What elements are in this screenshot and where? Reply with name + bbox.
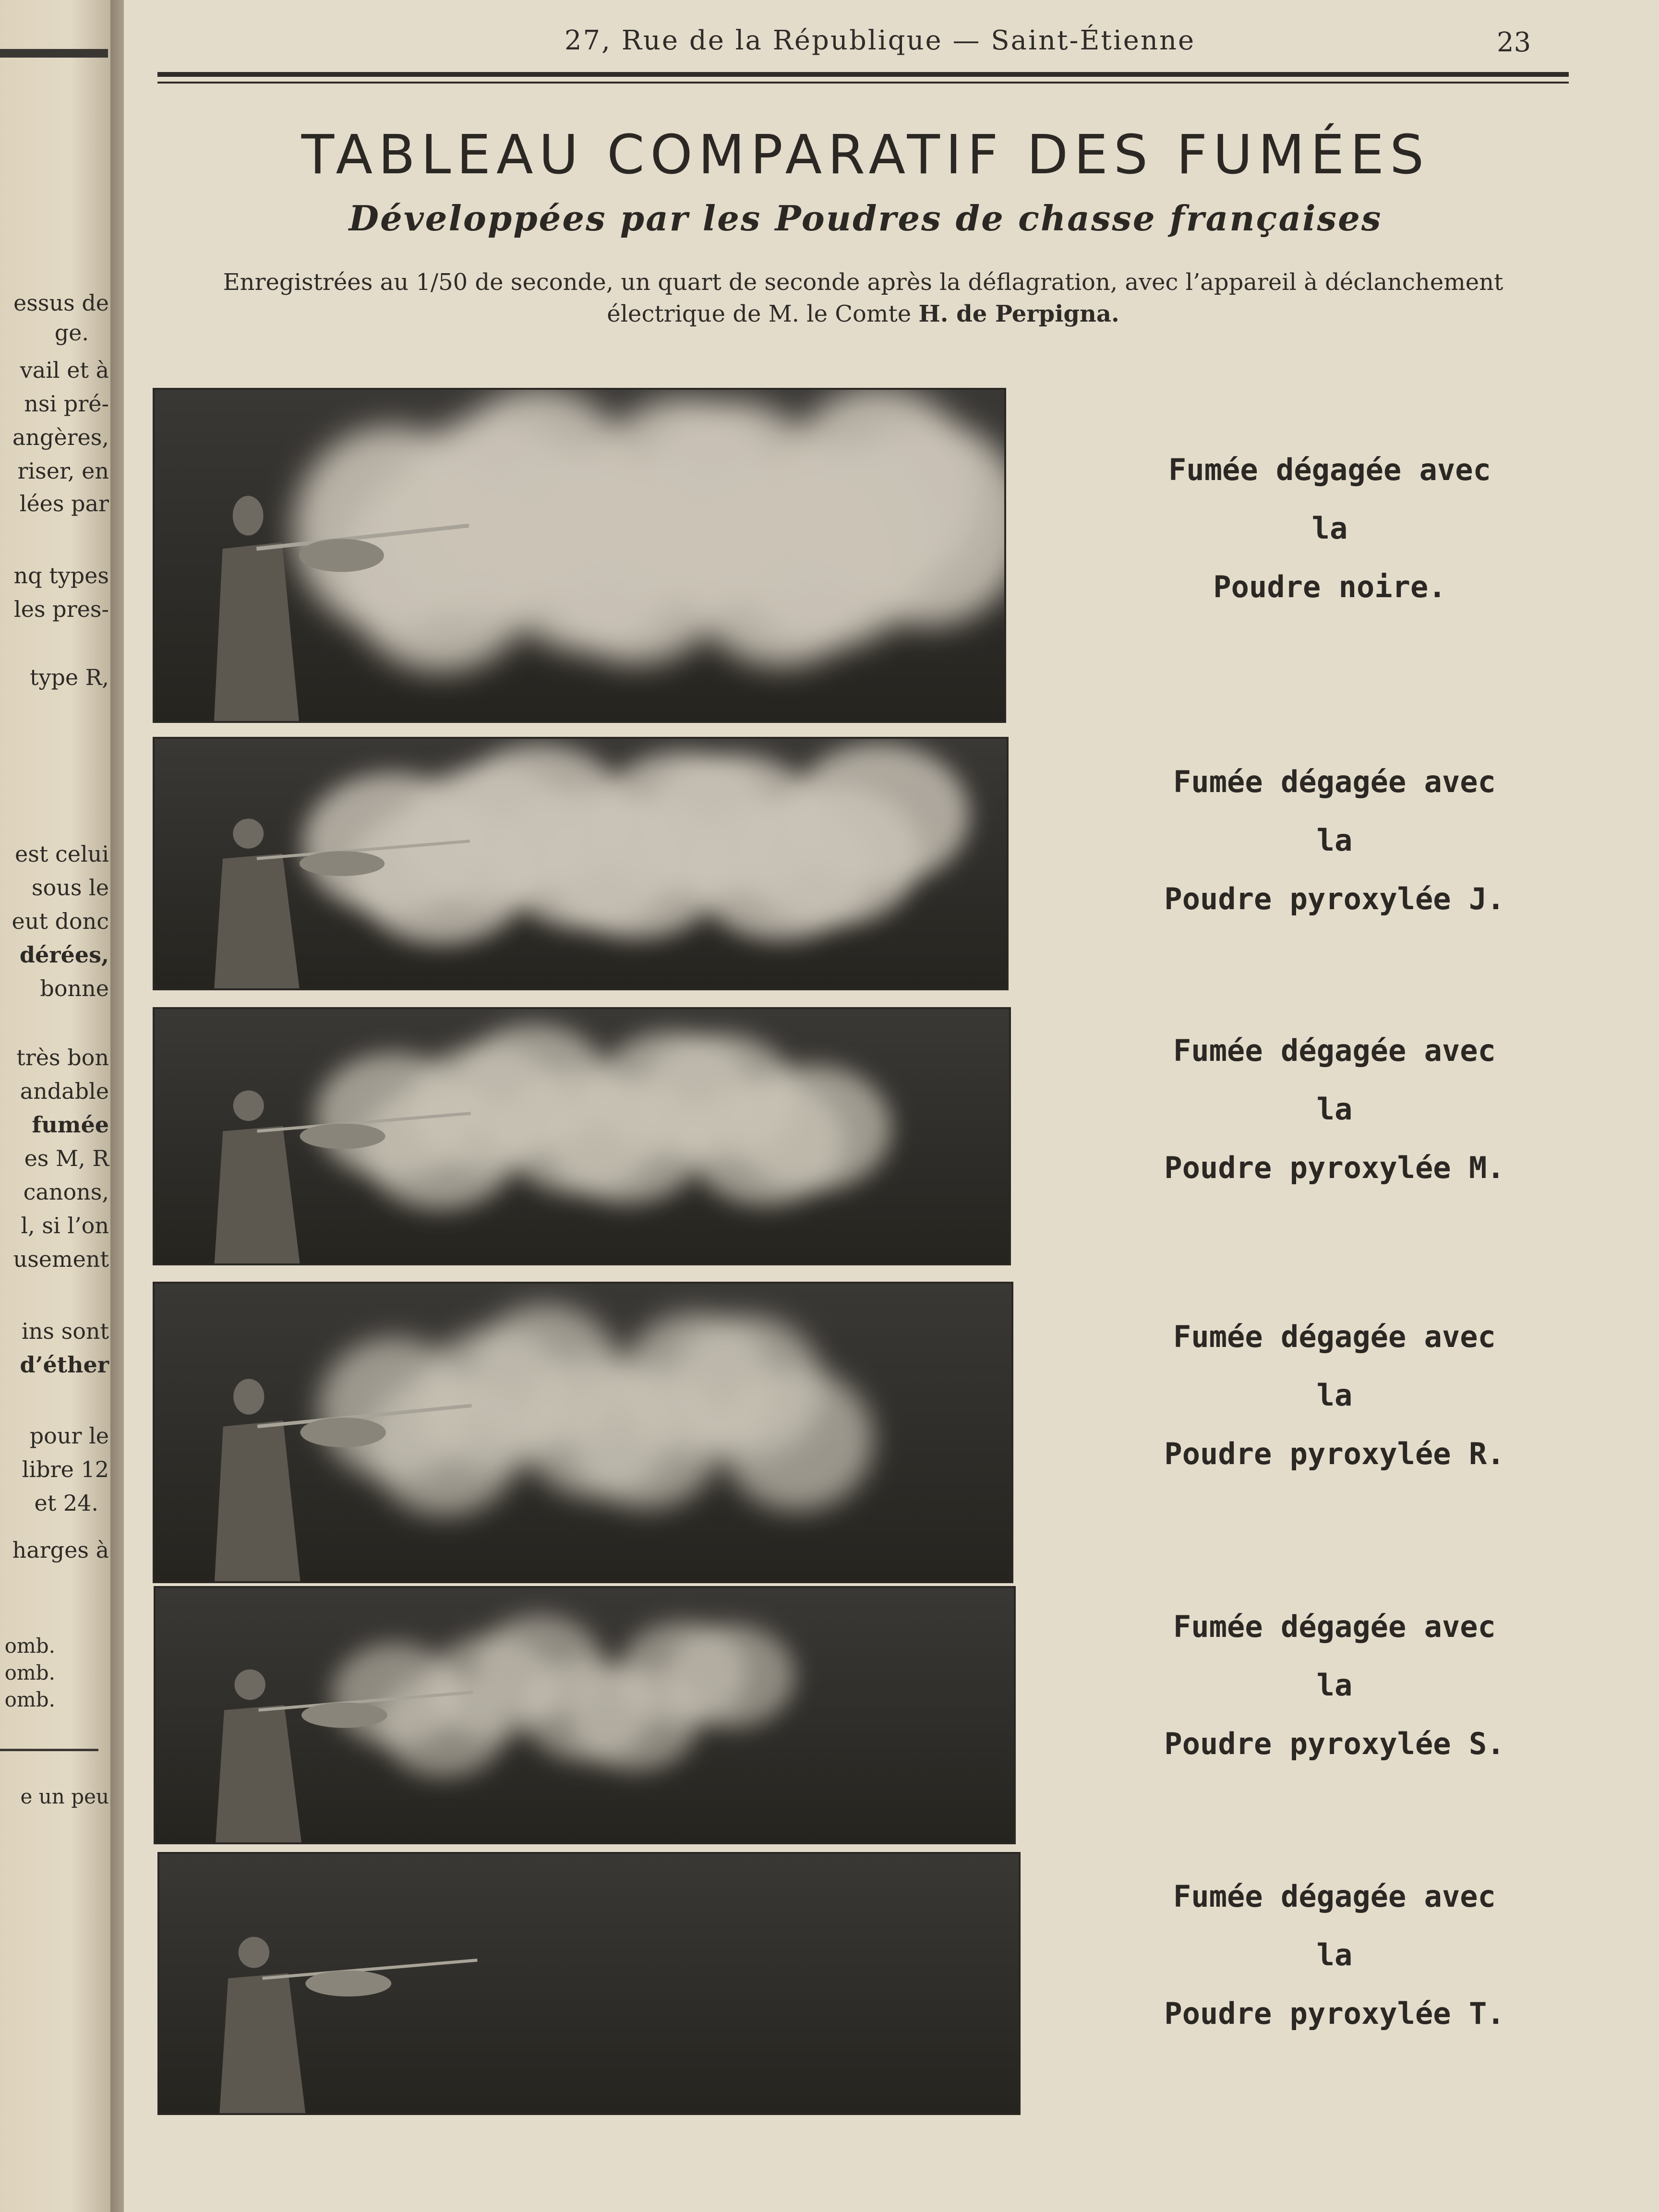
left-page-line: nq types — [13, 563, 109, 589]
smoke-puff — [789, 744, 969, 886]
left-page-line: type R, — [29, 664, 109, 690]
row-caption — [1070, 1022, 1599, 1197]
left-page-line: es M, R — [24, 1145, 109, 1171]
page-number: 23 — [1497, 27, 1531, 58]
left-page-line: andable — [20, 1078, 109, 1104]
shooter-head — [234, 1670, 265, 1700]
shooter-head — [233, 1379, 264, 1414]
left-page-line: sous le — [31, 875, 109, 901]
caption-line-2: la — [1316, 1378, 1353, 1413]
intro-line-1: Enregistrées au 1/50 de seconde, un quart de seconde après la déflagration, avec l’appareil à déclanchement — [223, 269, 1503, 296]
caption-line-2: la — [1316, 823, 1353, 858]
shooter-arm — [300, 1124, 385, 1149]
caption-line-1: Fumée dégagée avec — [1173, 1879, 1496, 1914]
header-rule — [157, 72, 1569, 84]
page-subtitle: Développées par les Poudres de chasse françaises — [349, 198, 1382, 239]
left-page-line: riser, en — [17, 458, 109, 484]
caption-line-1: Fumée dégagée avec — [1168, 452, 1491, 487]
left-page-line: usement — [13, 1246, 109, 1272]
caption-line-1: Fumée dégagée avec — [1173, 764, 1496, 799]
smoke-photo — [153, 388, 1006, 723]
left-page-line: très bon — [16, 1045, 109, 1070]
left-page-line: canons, — [23, 1179, 109, 1205]
left-page-line: lées par — [19, 491, 109, 517]
smoke-photo — [153, 737, 1009, 990]
left-page-line: les pres- — [14, 596, 109, 622]
photo-image — [155, 739, 1007, 988]
smoke-puff — [667, 1624, 794, 1728]
shooter-arm — [305, 1971, 391, 1996]
row-caption — [1070, 753, 1599, 928]
shooter-arm — [299, 539, 384, 572]
photo-image — [159, 1854, 1019, 2113]
left-adjoining-page — [0, 0, 118, 2212]
left-page-line: e un peu — [20, 1785, 109, 1808]
shooter-head — [233, 1091, 264, 1121]
caption-line-1: Fumée dégagée avec — [1173, 1609, 1496, 1644]
photo-image — [155, 1009, 1009, 1263]
left-page-line: eut donc — [12, 908, 109, 934]
shooter-head — [233, 818, 264, 848]
shooter-arm — [300, 1418, 386, 1447]
left-page-line: d’éther — [20, 1352, 109, 1378]
left-page-line: l, si l’on — [21, 1213, 109, 1238]
left-page-line: ins sont — [22, 1318, 109, 1344]
left-page-line: libre 12 — [22, 1456, 109, 1482]
left-page-line: nsi pré- — [24, 391, 109, 417]
left-page-line: omb. — [4, 1634, 55, 1658]
smoke-photo — [157, 1852, 1021, 2115]
caption-powder-name: Poudre pyroxylée J. — [1164, 881, 1505, 916]
left-page-line: pour le — [29, 1423, 109, 1449]
caption-line-2: la — [1316, 1668, 1353, 1703]
shooter-arm — [301, 1703, 387, 1728]
caption-line-1: Fumée dégagée avec — [1173, 1319, 1496, 1354]
left-page-line: est celui — [15, 841, 109, 867]
caption-powder-name: Poudre pyroxylée T. — [1164, 1996, 1505, 2031]
shooter-arm — [300, 851, 385, 876]
running-head: 27, Rue de la République — Saint-Étienne — [564, 25, 1196, 56]
smoke-photo — [153, 1282, 1013, 1583]
left-page-rule — [0, 1749, 98, 1751]
photo-image — [156, 1588, 1014, 1842]
main-page — [124, 0, 1659, 2212]
row-caption — [1070, 1598, 1599, 1773]
caption-line-2: la — [1316, 1092, 1353, 1127]
caption-line-1: Fumée dégagée avec — [1173, 1033, 1496, 1068]
caption-powder-name: Poudre pyroxylée M. — [1164, 1150, 1505, 1185]
intro-text — [167, 266, 1559, 330]
left-page-line: dérées, — [19, 942, 109, 968]
row-caption — [1066, 441, 1594, 616]
left-page-line: fumée — [32, 1112, 109, 1138]
row-caption — [1070, 1308, 1599, 1483]
intro-line-2 — [167, 298, 1559, 330]
author-name: H. de Perpigna. — [918, 301, 1119, 327]
left-page-line: angères, — [12, 424, 109, 450]
photo-image — [155, 1284, 1011, 1581]
photo-image — [155, 390, 1004, 721]
smoke-cloud — [303, 744, 969, 944]
caption-powder-name: Poudre noire. — [1213, 569, 1446, 604]
left-page-line: omb. — [4, 1688, 55, 1711]
smoke-photo — [154, 1586, 1016, 1844]
left-page-line: ge. — [54, 320, 89, 346]
row-caption — [1070, 1867, 1599, 2043]
left-page-line: essus de — [13, 290, 109, 316]
smoke-puff — [721, 1368, 873, 1510]
caption-powder-name: Poudre pyroxylée R. — [1164, 1436, 1505, 1471]
left-page-line: bonne — [40, 975, 109, 1001]
page-title: TABLEAU COMPARATIF DES FUMÉES — [301, 124, 1430, 186]
shooter-head — [233, 496, 264, 536]
intro-line-2-prefix: électrique de M. le Comte — [607, 301, 912, 327]
caption-powder-name: Poudre pyroxylée S. — [1164, 1726, 1505, 1761]
caption-line-2: la — [1316, 1937, 1353, 1972]
left-page-line: et 24. — [34, 1490, 98, 1516]
caption-line-2: la — [1311, 511, 1348, 546]
shooter-head — [239, 1937, 269, 1968]
left-page-line: harges à — [12, 1537, 109, 1563]
left-page-rule — [0, 49, 108, 58]
left-page-line: omb. — [4, 1661, 55, 1684]
smoke-puff — [734, 1065, 891, 1191]
left-page-line: vail et à — [20, 357, 109, 383]
smoke-photo — [153, 1007, 1011, 1265]
